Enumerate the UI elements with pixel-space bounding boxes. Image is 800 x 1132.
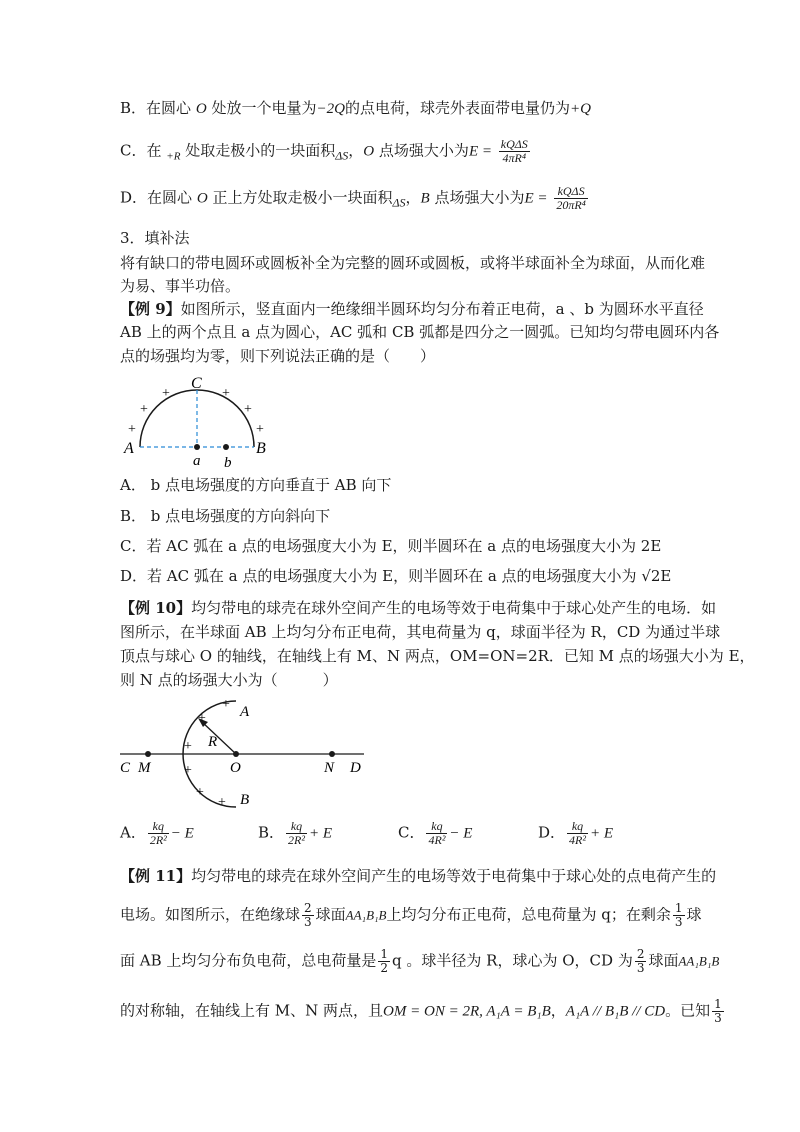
label-A: A xyxy=(240,704,250,720)
example-11-line-4: 的对称轴，在轴线上有 M、N 两点，且OM = ON = 2R, A₁A = B₁B，A₁A // B₁B // CD。已知 $\frac{1}{3}$ xyxy=(120,997,722,1025)
example-10-line-1: 【例 10】均匀带电的球壳在球外空间产生的电场等效于电荷集中于球心处产生的电场．如 xyxy=(120,599,717,617)
label-C: C xyxy=(191,375,202,392)
label-D: D xyxy=(350,760,361,776)
plus-sign: + xyxy=(256,422,264,437)
plus-sign: + xyxy=(140,402,148,417)
plus-sign: + xyxy=(222,697,230,712)
section-title: 3．填补法 xyxy=(120,229,190,247)
plus-sign: + xyxy=(196,785,204,800)
option-d-prev: D．在圆心 O 正上方处取走极小一块面积$_{\Delta S}$，B 点场强大小为E = $\frac{\text{kQΔS}}{\text{20πR⁴}}$ xyxy=(120,184,586,212)
plus-sign: + xyxy=(244,402,252,417)
plus-sign: + xyxy=(218,795,226,810)
example-10-line-4: 则 N 点的场强大小为（ ） xyxy=(120,671,338,689)
example-9-option-c: C．若 AC 弧在 a 点的电场强度大小为 E，则半圆环在 a 点的电场强度大小为 2E xyxy=(120,537,662,555)
example-10-option-c: C． $\frac{kq}{\text{4R²}}$ − E xyxy=(398,819,473,847)
example-9-option-d: D．若 AC 弧在 a 点的电场强度大小为 E，则半圆环在 a 点的电场强度大小为 √2E xyxy=(120,567,672,585)
plus-sign: + xyxy=(184,763,192,778)
label-B: B xyxy=(256,440,266,457)
example-11-line-2: 电场。如图所示，在绝缘球 $\frac{2}{3}$ 球面AA₁B₁B上均匀分布正电荷，总电荷量为 q；在剩余 $\frac{1}{3}$ 球 xyxy=(120,901,702,929)
plus-sign: + xyxy=(184,739,192,754)
label-R: R xyxy=(208,734,218,750)
label-M: M xyxy=(138,760,151,776)
label-a: a xyxy=(193,453,201,469)
example-10-option-d: D． $\frac{kq}{\text{4R²}}$ + E xyxy=(538,819,614,847)
section-desc-1: 将有缺口的带电圆环或圆板补全为完整的圆环或圆板，或将半球面补全为球面，从而化难 xyxy=(120,254,706,272)
option-c-prev: C．在 $_{+R}$ 处取走极小的一块面积$_{\Delta S}$，O 点场强大小为E = $\frac{\text{kQΔS}}{\text{4πR⁴}}$ xyxy=(120,137,528,165)
example-10-option-a: A． $\frac{kq}{\text{2R²}}$ − E xyxy=(120,819,194,847)
plus-sign: + xyxy=(128,422,136,437)
example-9-line-2: AB 上的两个点且 a 点为圆心，AC 弧和 CB 弧都是四分之一圆弧。已知均匀带电圆环内各 xyxy=(120,323,720,341)
example-9-option-b: B． b 点电场强度的方向斜向下 xyxy=(120,507,331,525)
example-9-line-3: 点的场强均为零，则下列说法正确的是（ ） xyxy=(120,347,436,365)
example-10-line-3: 顶点与球心 O 的轴线，在轴线上有 M、N 两点，OM=ON=2R．已知 M 点的场强大小为 E， xyxy=(120,647,755,665)
example-11-line-3: 面 AB 上均匀分布负电荷，总电荷量是 $\frac{1}{2}$ q 。球半径为 R，球心为 O，CD 为 $\frac{2}{3}$ 球面AA₁B₁B xyxy=(120,947,720,975)
label-O: O xyxy=(230,760,241,776)
plus-sign: + xyxy=(162,386,170,401)
label-A: A xyxy=(124,440,134,457)
hemisphere-figure xyxy=(118,692,368,812)
semicircle-ring-figure xyxy=(118,375,278,470)
example-10-option-b: B． $\frac{kq}{\text{2R²}}$ + E xyxy=(258,819,333,847)
formula-d: $\frac{\text{kQΔS}}{\text{20πR⁴}}$ xyxy=(556,184,586,212)
section-desc-2: 为易、事半功倍。 xyxy=(120,277,241,295)
example-10-line-2: 图所示，在半球面 AB 上均匀分布正电荷，其电荷量为 q，球面半径为 R，CD 为通过半球 xyxy=(120,623,721,641)
example-9-option-a: A． b 点电场强度的方向垂直于 AB 向下 xyxy=(120,476,392,494)
label-N: N xyxy=(324,760,335,776)
plus-sign: + xyxy=(198,711,206,726)
plus-sign: + xyxy=(222,386,230,401)
label-C: C xyxy=(120,760,131,776)
option-b-prev: B．在圆心 O 处放一个电量为−2Q的点电荷，球壳外表面带电量仍为+Q xyxy=(120,99,591,117)
label-b: b xyxy=(224,455,232,470)
example-9-line-1: 【例 9】如图所示，竖直面内一绝缘细半圆环均匀分布着正电荷，a 、b 为圆环水平直径 xyxy=(120,300,704,318)
example-11-line-1: 【例 11】均匀带电的球壳在球外空间产生的电场等效于电荷集中于球心处的点电荷产生的 xyxy=(120,867,717,885)
label-B: B xyxy=(240,792,250,808)
formula-c: $\frac{\text{kQΔS}}{\text{4πR⁴}}$ xyxy=(500,137,528,165)
